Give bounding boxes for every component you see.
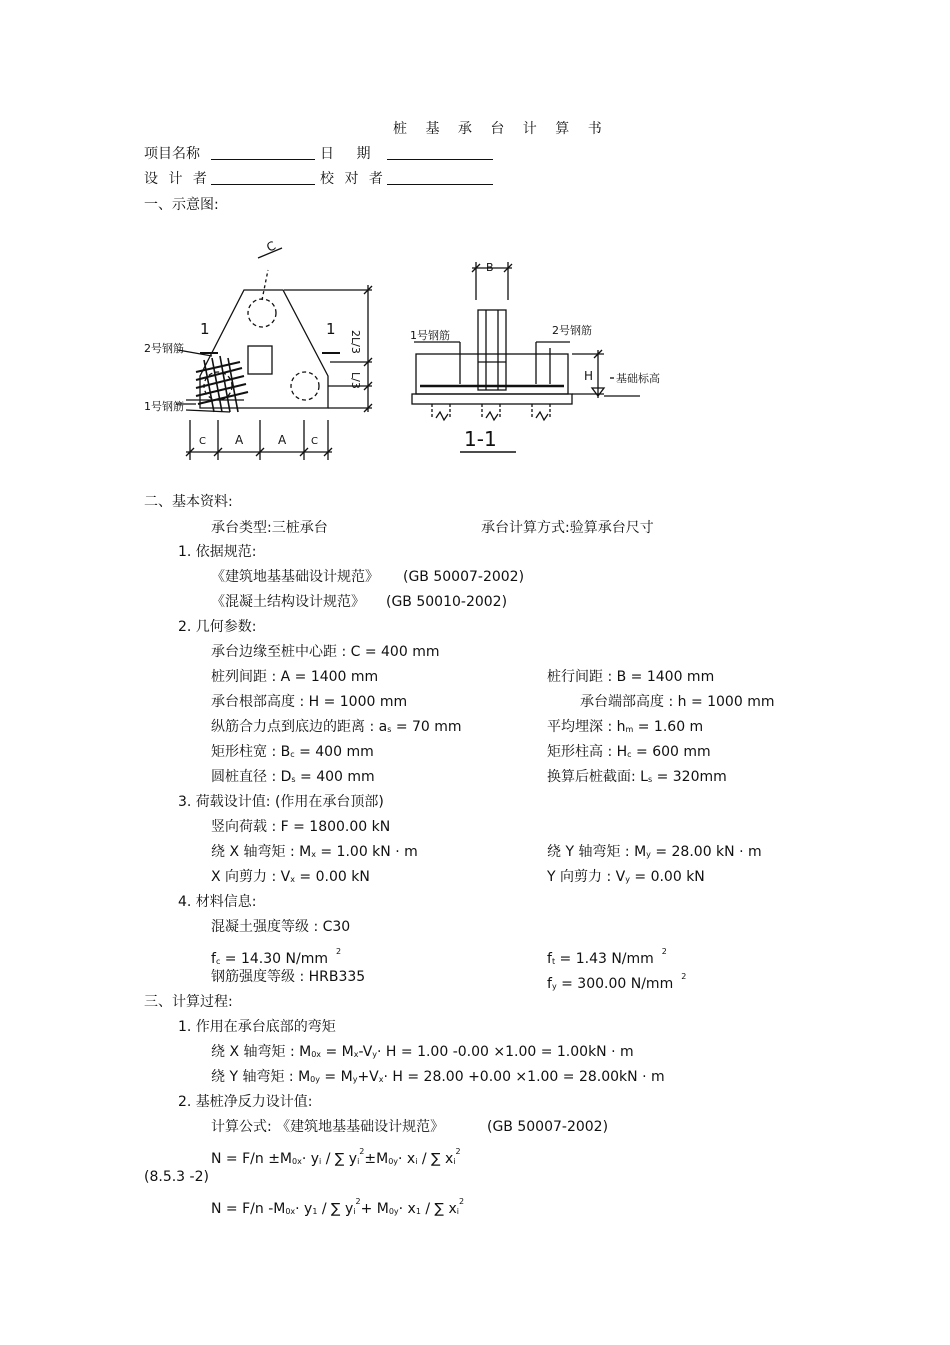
section-2-heading: 二、基本资料: — [144, 494, 233, 510]
plan-view — [176, 248, 372, 460]
geom-bc: 矩形柱宽 : Bc = 400 mm — [211, 744, 374, 760]
mat-steel: 钢筋强度等级 : HRB335 — [211, 969, 366, 985]
code-2-name: 《混凝土结构设计规范》 — [211, 594, 365, 610]
load-vy: Y 向剪力 : Vy = 0.00 kN — [547, 869, 705, 885]
load-my: 绕 Y 轴弯矩 : My = 28.00 kN · m — [547, 844, 762, 860]
doc-title: 桩 基 承 台 计 算 书 — [393, 121, 609, 137]
code-2-number: (GB 50010-2002) — [386, 594, 508, 610]
mat-fy: fy = 300.00 N/mm $^2$ — [547, 972, 687, 992]
geom-a: 桩列间距 : A = 1400 mm — [211, 669, 379, 685]
label-c-bottom-left: C — [199, 436, 206, 447]
geom-hc: 矩形柱高 : Hc = 600 mm — [547, 744, 711, 760]
label-section-mark-right: 1 — [326, 320, 336, 338]
section-view — [412, 262, 640, 452]
load-vx: X 向剪力 : Vx = 0.00 kN — [211, 869, 370, 885]
label-h: H — [584, 369, 594, 383]
load-f: 竖向荷载 : F = 1800.00 kN — [211, 819, 391, 835]
geom-as: 纵筋合力点到底边的距离 : as = 70 mm — [211, 719, 462, 735]
label-rebar1-section: 1号钢筋 — [410, 329, 450, 342]
geom-ds: 圆桩直径 : Ds = 400 mm — [211, 769, 375, 785]
code-1-number: (GB 50007-2002) — [403, 569, 525, 585]
designer-label: 设 计 者 — [144, 171, 210, 187]
label-a-1: A — [235, 433, 244, 447]
geom-H: 承台根部高度 : H = 1000 mm — [211, 694, 408, 710]
geom-hm: 平均埋深 : hm = 1.60 m — [547, 719, 704, 735]
geometry-title: 2. 几何参数: — [178, 619, 257, 635]
label-rebar2-plan: 2号钢筋 — [144, 342, 184, 355]
geom-h: 承台端部高度 : h = 1000 mm — [580, 694, 775, 710]
label-ground: 基础标高 — [616, 372, 660, 385]
checker-label: 校 对 者 — [320, 171, 386, 187]
materials-title: 4. 材料信息: — [178, 894, 257, 910]
label-c-top: C — [264, 238, 278, 255]
formula-code: (GB 50007-2002) — [487, 1119, 609, 1135]
equation-2: N = F/n -M0x· y1 / ∑ $yi^2+ M0y\cdot x1$ / ∑ $xi^2$ — [211, 1197, 465, 1217]
loads-title: 3. 荷载设计值: (作用在承台顶部) — [178, 794, 384, 810]
label-b: B — [486, 261, 494, 274]
section-1-heading: 一、示意图: — [144, 197, 219, 213]
load-mx: 绕 X 轴弯矩 : Mx = 1.00 kN · m — [211, 844, 418, 860]
column-rect — [248, 346, 272, 374]
label-rebar1-plan: 1号钢筋 — [144, 400, 184, 413]
equation-1: N = F/n ±M0x· yi / ∑ $yi^2\pm M0y\cdot$ xi / ∑ $xi^2$ — [211, 1147, 461, 1167]
label-section-1-1: 1-1 — [464, 427, 497, 451]
equation-reference: (8.5.3 -2) — [144, 1169, 209, 1185]
project-name-label: 项目名称 — [144, 146, 200, 162]
pile-cap-diagram — [0, 0, 950, 470]
section-3-heading: 三、计算过程: — [144, 994, 233, 1010]
moment-m0y: 绕 Y 轴弯矩 : M0y = My+Vx· H = 28.00 +0.00 ×1.00 = 28.00kN · m — [211, 1069, 665, 1085]
label-rebar2-section: 2号钢筋 — [552, 324, 592, 337]
code-1-name: 《建筑地基基础设计规范》 — [211, 569, 379, 585]
label-c-bottom-right: C — [311, 436, 318, 447]
calc-method: 承台计算方式:验算承台尺寸 — [481, 520, 654, 536]
geom-b: 桩行间距 : B = 1400 mm — [547, 669, 715, 685]
mat-concrete: 混凝土强度等级 : C30 — [211, 919, 351, 935]
geom-c: 承台边缘至桩中心距 : C = 400 mm — [211, 644, 440, 660]
mat-ft: ft = 1.43 N/mm $^2$ — [547, 947, 667, 967]
codes-title: 1. 依据规范: — [178, 544, 257, 560]
label-section-mark-left: 1 — [200, 320, 210, 338]
moment-m0x: 绕 X 轴弯矩 : M0x = Mx-Vy· H = 1.00 -0.00 ×1.00 = 1.00kN · m — [211, 1044, 634, 1060]
cap-type: 承台类型:三桩承台 — [211, 520, 328, 536]
mat-fc: fc = 14.30 N/mm $^2$ — [211, 947, 342, 967]
reaction-title: 2. 基桩净反力设计值: — [178, 1094, 313, 1110]
pile-circle-right — [291, 372, 319, 400]
date-label: 日 期 — [320, 146, 371, 162]
geom-ls: 换算后桩截面: Ls = 320mm — [547, 769, 727, 785]
label-dim-l3: L/3 — [349, 372, 362, 389]
label-dim-2l3: 2L/3 — [349, 330, 362, 354]
pile-circle-top — [248, 299, 276, 327]
moments-title: 1. 作用在承台底部的弯矩 — [178, 1019, 336, 1035]
label-a-2: A — [278, 433, 287, 447]
formula-label: 计算公式: 《建筑地基基础设计规范》 — [211, 1119, 445, 1135]
